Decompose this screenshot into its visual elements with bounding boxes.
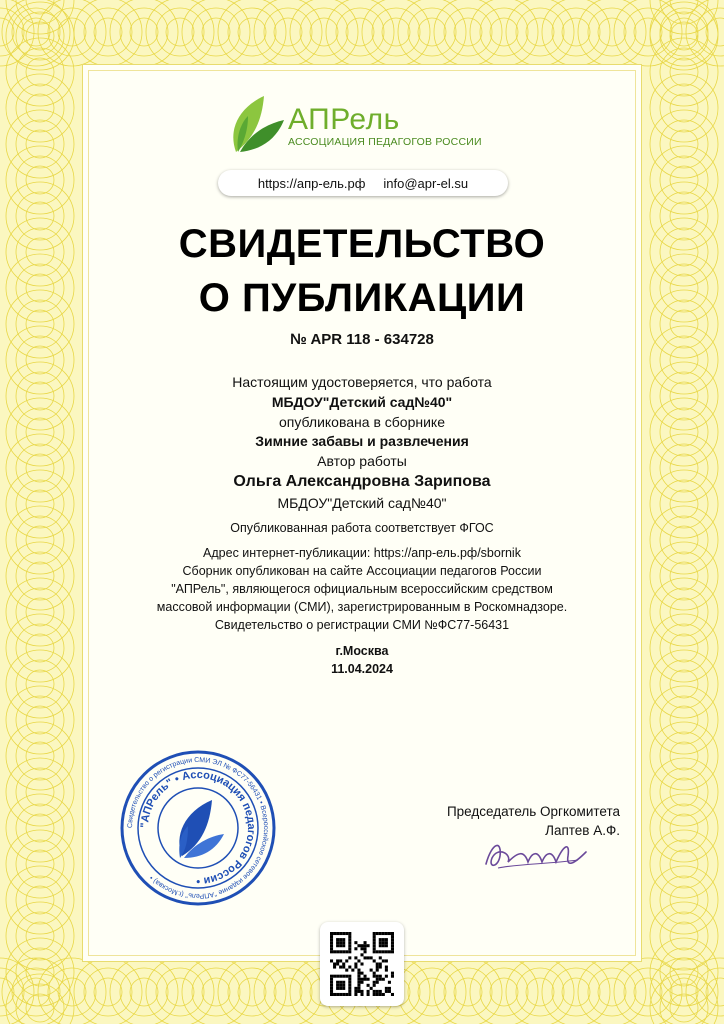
guilloche-ring: [156, 8, 204, 56]
guilloche-ring: [228, 968, 276, 1016]
guilloche-ring: [238, 18, 266, 46]
guilloche-ring: [444, 8, 492, 56]
guilloche-ring: [660, 336, 708, 384]
guilloche-ring: [660, 912, 708, 960]
guilloche-ring: [228, 8, 276, 56]
guilloche-ring: [382, 18, 410, 46]
guilloche-ring: [660, 156, 708, 204]
guilloche-ring: [660, 876, 708, 924]
guilloche-ring: [670, 850, 698, 878]
guilloche-ring: [16, 588, 64, 636]
info-line-3: массовой информации (СМИ), зарегистрированным в Роскомнадзоре.: [156, 600, 568, 614]
guilloche-ring: [670, 310, 698, 338]
guilloche-ring: [418, 978, 446, 1006]
guilloche-ring: [120, 8, 168, 56]
guilloche-ring: [660, 840, 708, 888]
guilloche-ring: [670, 598, 698, 626]
guilloche-ring: [660, 480, 708, 528]
guilloche-ring: [94, 978, 122, 1006]
guilloche-ring: [670, 958, 698, 986]
guilloche-ring: [130, 18, 158, 46]
author-name: Ольга Александровна Зарипова: [233, 473, 491, 490]
guilloche-ring: [26, 634, 54, 662]
guilloche-ring: [26, 202, 54, 230]
guilloche-ring: [16, 192, 64, 240]
guilloche-ring: [0, 0, 34, 66]
guilloche-ring: [192, 968, 240, 1016]
guilloche-ring: [26, 130, 54, 158]
guilloche-ring: [16, 660, 64, 708]
contacts-pill: [218, 170, 508, 196]
guilloche-ring: [16, 912, 64, 960]
guilloche-ring: [16, 696, 64, 744]
guilloche-ring: [660, 8, 708, 56]
guilloche-ring: [264, 8, 312, 56]
guilloche-ring: [130, 978, 158, 1006]
handwritten-signature: [478, 834, 598, 874]
guilloche-ring: [120, 968, 168, 1016]
guilloche-ring: [26, 670, 54, 698]
guilloche-ring: [16, 732, 64, 780]
guilloche-ring: [16, 444, 64, 492]
guilloche-ring: [26, 94, 54, 122]
guilloche-ring: [670, 706, 698, 734]
guilloche-ring: [16, 84, 64, 132]
author-label: Автор работы: [317, 453, 407, 469]
guilloche-ring: [706, 978, 724, 1006]
guilloche-ring: [670, 238, 698, 266]
guilloche-ring: [166, 18, 194, 46]
guilloche-ring: [660, 768, 708, 816]
collection-title: Зимние забавы и развлечения: [255, 433, 469, 449]
guilloche-ring: [16, 264, 64, 312]
guilloche-ring: [660, 804, 708, 852]
guilloche-ring: [670, 670, 698, 698]
guilloche-ring: [336, 8, 384, 56]
guilloche-ring: [696, 8, 724, 56]
svg-text:Свидетельство о регистрации СМ: Свидетельство о регистрации СМИ ЭЛ № ФС77-56431 • Всероссийское сетевое издание "АПРель" (г.Москва) •: [126, 756, 270, 900]
guilloche-ring: [408, 8, 456, 56]
guilloche-ring: [660, 696, 708, 744]
guilloche-ring: [26, 922, 54, 950]
guilloche-ring: [26, 850, 54, 878]
guilloche-ring: [660, 624, 708, 672]
fgos-note: Опубликованная работа соответствует ФГОС: [230, 521, 494, 535]
guilloche-ring: [660, 12, 708, 60]
email-link[interactable]: info@apr-el.su: [383, 175, 469, 191]
guilloche-ring: [26, 490, 54, 518]
guilloche-ring: [300, 8, 348, 56]
guilloche-ring: [202, 978, 230, 1006]
info-line-2: "АПРель", являющегося официальным всероссийским средством: [171, 582, 553, 596]
guilloche-ring: [598, 978, 626, 1006]
guilloche-ring: [670, 526, 698, 554]
guilloche-ring: [26, 166, 54, 194]
guilloche-ring: [660, 588, 708, 636]
guilloche-ring: [660, 968, 708, 1016]
guilloche-ring: [526, 18, 554, 46]
guilloche-ring: [454, 18, 482, 46]
guilloche-ring: [454, 978, 482, 1006]
guilloche-ring: [26, 382, 54, 410]
guilloche-ring: [480, 8, 528, 56]
guilloche-ring: [660, 516, 708, 564]
guilloche-ring: [562, 18, 590, 46]
guilloche-ring: [16, 120, 64, 168]
guilloche-ring: [26, 58, 54, 86]
guilloche-ring: [26, 778, 54, 806]
guilloche-ring: [26, 346, 54, 374]
guilloche-ring: [16, 12, 64, 60]
guilloche-ring: [16, 48, 64, 96]
guilloche-ring: [274, 18, 302, 46]
guilloche-ring: [588, 968, 636, 1016]
guilloche-ring: [16, 804, 64, 852]
guilloche-ring: [84, 8, 132, 56]
guilloche-ring: [670, 130, 698, 158]
guilloche-ring: [660, 228, 708, 276]
guilloche-ring: [26, 274, 54, 302]
logo-name: АПРель: [288, 103, 400, 136]
guilloche-ring: [562, 978, 590, 1006]
guilloche-ring: [94, 18, 122, 46]
guilloche-ring: [670, 202, 698, 230]
published-in-text: опубликована в сборнике: [279, 414, 445, 430]
guilloche-ring: [660, 444, 708, 492]
guilloche-ring: [670, 814, 698, 842]
guilloche-ring: [670, 562, 698, 590]
guilloche-ring: [156, 968, 204, 1016]
guilloche-ring: [660, 552, 708, 600]
guilloche-ring: [26, 310, 54, 338]
guilloche-ring: [660, 984, 708, 1024]
guilloche-ring: [444, 968, 492, 1016]
guilloche-ring: [16, 876, 64, 924]
guilloche-ring: [26, 742, 54, 770]
guilloche-ring: [660, 48, 708, 96]
signer-name: Лаптев А.Ф.: [545, 823, 620, 838]
guilloche-ring: [660, 84, 708, 132]
guilloche-ring: [624, 8, 672, 56]
guilloche-ring: [670, 454, 698, 482]
stamp-seal: [118, 748, 278, 908]
guilloche-ring: [670, 634, 698, 662]
guilloche-ring: [660, 372, 708, 420]
guilloche-ring: [660, 948, 708, 996]
guilloche-ring: [26, 598, 54, 626]
guilloche-ring: [670, 418, 698, 446]
info-line-4: Свидетельство о регистрации СМИ №ФС77-56431: [214, 618, 510, 632]
guilloche-ring: [12, 8, 60, 56]
guilloche-ring: [48, 8, 96, 56]
guilloche-ring: [274, 978, 302, 1006]
guilloche-ring: [26, 418, 54, 446]
guilloche-ring: [670, 382, 698, 410]
guilloche-ring: [26, 814, 54, 842]
guilloche-ring: [670, 58, 698, 86]
guilloche-ring: [660, 408, 708, 456]
guilloche-ring: [202, 18, 230, 46]
guilloche-ring: [16, 300, 64, 348]
guilloche-ring: [310, 18, 338, 46]
guilloche-ring: [624, 968, 672, 1016]
guilloche-ring: [16, 624, 64, 672]
guilloche-ring: [16, 840, 64, 888]
guilloche-ring: [660, 192, 708, 240]
guilloche-ring: [670, 490, 698, 518]
guilloche-ring: [26, 562, 54, 590]
intro-text: Настоящим удостоверяется, что работа: [232, 374, 492, 390]
guilloche-ring: [660, 300, 708, 348]
guilloche-ring: [670, 166, 698, 194]
guilloche-ring: [588, 8, 636, 56]
certificate-title-line2: О ПУБЛИКАЦИИ: [198, 276, 526, 320]
guilloche-ring: [552, 8, 600, 56]
guilloche-ring: [670, 742, 698, 770]
guilloche-ring: [598, 18, 626, 46]
guilloche-ring: [670, 886, 698, 914]
issue-date: 11.04.2024: [331, 662, 393, 676]
guilloche-ring: [660, 660, 708, 708]
guilloche-ring: [418, 18, 446, 46]
guilloche-ring: [408, 968, 456, 1016]
guilloche-ring: [16, 156, 64, 204]
guilloche-ring: [552, 968, 600, 1016]
guilloche-ring: [48, 968, 96, 1016]
city: г.Москва: [335, 644, 389, 658]
qr-code-icon[interactable]: [330, 932, 394, 996]
work-title: МБДОУ"Детский сад№40": [271, 394, 453, 410]
guilloche-ring: [16, 408, 64, 456]
guilloche-ring: [516, 8, 564, 56]
guilloche-ring: [166, 978, 194, 1006]
guilloche-ring: [634, 978, 662, 1006]
author-organization: МБДОУ"Детский сад№40": [277, 495, 447, 511]
guilloche-ring: [480, 968, 528, 1016]
guilloche-ring: [660, 732, 708, 780]
guilloche-ring: [670, 778, 698, 806]
guilloche-ring: [372, 8, 420, 56]
guilloche-ring: [16, 552, 64, 600]
website-link[interactable]: https://апр-ель.рф: [257, 175, 366, 191]
certificate-number: № APR 118 - 634728: [290, 331, 434, 348]
guilloche-ring: [58, 18, 86, 46]
info-line-1: Сборник опубликован на сайте Ассоциации педагогов России: [182, 564, 542, 578]
guilloche-ring: [264, 968, 312, 1016]
guilloche-ring: [26, 706, 54, 734]
guilloche-ring: [238, 978, 266, 1006]
guilloche-ring: [346, 18, 374, 46]
guilloche-ring: [670, 274, 698, 302]
guilloche-ring: [16, 372, 64, 420]
certificate-title-line1: СВИДЕТЕЛЬСТВО: [178, 222, 546, 266]
guilloche-ring: [192, 8, 240, 56]
guilloche-ring: [26, 454, 54, 482]
guilloche-ring: [526, 978, 554, 1006]
guilloche-ring: [16, 336, 64, 384]
guilloche-ring: [660, 264, 708, 312]
guilloche-ring: [660, 120, 708, 168]
guilloche-ring: [670, 346, 698, 374]
guilloche-ring: [26, 238, 54, 266]
guilloche-ring: [490, 978, 518, 1006]
guilloche-ring: [84, 968, 132, 1016]
svg-text:"АПРель" • Ассоциация педагого: "АПРель" • Ассоциация педагогов России •: [138, 768, 258, 888]
guilloche-ring: [516, 968, 564, 1016]
signer-position: Председатель Оргкомитета: [446, 804, 620, 819]
guilloche-ring: [670, 922, 698, 950]
guilloche-ring: [490, 18, 518, 46]
guilloche-ring: [670, 994, 698, 1022]
guilloche-ring: [16, 228, 64, 276]
publication-address: Адрес интернет-публикации: https://апр-ель.рф/sbornik: [203, 546, 521, 560]
guilloche-ring: [26, 526, 54, 554]
guilloche-ring: [16, 480, 64, 528]
guilloche-ring: [26, 886, 54, 914]
guilloche-ring: [670, 94, 698, 122]
guilloche-ring: [16, 516, 64, 564]
guilloche-ring: [696, 968, 724, 1016]
logo-subtitle: АССОЦИАЦИЯ ПЕДАГОГОВ РОССИИ: [288, 136, 482, 148]
guilloche-ring: [16, 768, 64, 816]
